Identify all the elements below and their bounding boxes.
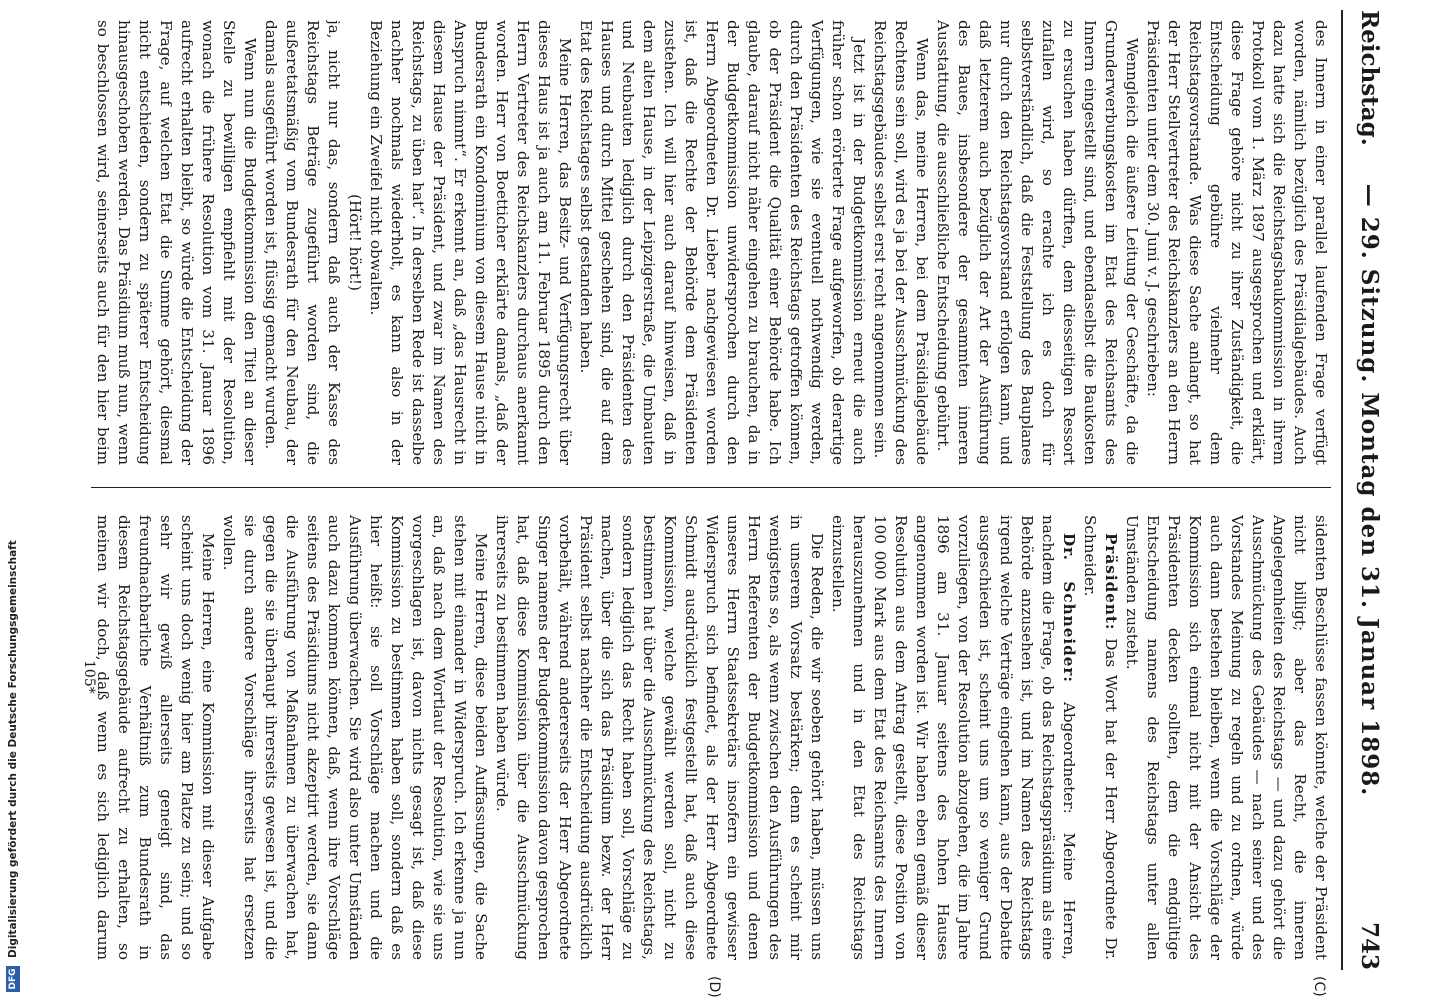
digitization-credit — [4, 0, 22, 992]
speaker-paragraph — [1079, 515, 1121, 960]
right-column — [91, 515, 1331, 960]
header-title: Reichstag. — [1356, 10, 1383, 146]
paragraph: sidenten Beschlüsse fassen könnte, welche der Präsident nicht billigt; aber das Recht, die inneren Angelegenheiten des Reichstags — und dazu gehört die Ausschmückung des Gebäudes — nach seiner und des Vorstandes Meinung zu regeln und zu ordnen, würde auch dann bestehen bleiben, wenn die Vorschläge der Kommission sich einmal nicht mit der Ansicht des Präsidenten decken sollten, dem die endgültige Entscheidung namens des Reichstags unter allen Umständen zusteht. — [1123, 515, 1330, 960]
speaker-text: Das Wort hat der Herr Abgeordnete Dr. Schneider. — [1081, 515, 1120, 960]
margin-mark-a — [1311, 0, 1327, 1]
scanned-page — [57, 10, 1387, 998]
paragraph: Meine Herren, eine Kommission mit dieser Aufgabe scheint uns doch wenig hier am Platze zu sein; und so sehr wir gewiß allerseits geneigt sind, das freundnachbarliche Verhältniß zum Bundesrath in diesem Reichstagsgebäude aufrecht zu erhalten, so meinen wir doch, daß wenn es sich lediglich darum — [94, 515, 217, 960]
margin-mark-b — [706, 0, 722, 1]
paragraph: Wenn das, meine Herren, bei dem Präsidialgebäude Rechtens sein soll, wird es ja bei der Ausschmückung des Reichstagsgebäudes selbst erst recht angenommen sein. — [871, 20, 931, 465]
paragraph: Meine Herren, diese beiden Auffassungen, die Sache stehen mit einander in Widerspruch. Ich erkenne ja nun an, daß nach dem Wortlaut der Resolution, wie sie uns vorgeschlagen ist, davon nichts gesagt ist, daß diese Kommission zu bestimmen haben soll, sondern daß es hier heißt: sie soll Vorschläge machen und die Ausführung überwachen. Sie wird also unter Umständen auch dazu kommen können, daß, wenn ihre Vorschläge seitens des Präsidiums nicht akzeptirt werden, sie dann die Ausführung von Maßnahmen zu überwachen hat, gegen die sie überhaupt ihrerseits gewesen ist, und die sie durch andere Vorschläge ihrerseits hat ersetzen wollen. — [220, 515, 490, 960]
page-number: 743 — [1356, 921, 1383, 970]
margin-mark-d: (D) — [706, 976, 722, 998]
speaker-label: Präsident: — [1102, 533, 1120, 631]
speaker-text: Abgeordneter: Meine Herren, nachdem die Frage, ob das Reichstagspräsidium als eine Behörde anzusehen ist, und im Namen des Reichstags irgend welche Verträge eingehen kann, aus der Debatte ausgeschieden ist, scheint uns um so weniger Grund vorzuliegen, von der Resolution abzugehen, die im Jahre 1896 am 31. Januar seitens des hohen Hauses angenommen worden ist. Wir haben eben gemäß dieser Resolution aus dem Antrag gestellt, diese Position von 100 000 Mark aus dem Etat des Reichsamts des Innern herauszunehmen und in den Etat des Reichstags einzustellen. — [829, 515, 1078, 960]
paragraph: Meine Herren, das Besitz- und Verfügungsrecht über dieses Haus ist ja auch am 11. Februar 1895 durch den Herrn Vertreter des Reichskanzlers durchaus anerkannt worden. Herr von Boetticher erklärte damals, „daß der Bundesrath ein Kondominium von diesem Hause nicht in Anspruch nimmt“. Er erkennt an, daß „das Hausrecht in diesem Hause der Präsident, und zwar im Namen des Reichstags, zu üben hat“. In derselben Rede ist dasselbe nachher nochmals wiederholt, es kann also in der Beziehung ein Zweifel nicht obwalten. — [367, 20, 574, 465]
credit-text: Digitalisierung gefördert durch die Deutsche Forschungsgemeinschaft — [7, 540, 19, 958]
paragraph: Die Reden, die wir soeben gehört haben, müssen uns in unserem Vorsatz bestärken; denn es scheint mir wenigstens so, als wenn zwischen den Ausführungen des Herrn Referenten der Budgetkommission und denen unseres Herrn Staatssekretärs insofern ein gewisser Widerspruch sich befindet, als der Herr Abgeordnete Schmidt ausdrücklich festgestellt hat, daß auch diese Kommission, welche gewählt werden soll, nicht zu bestimmen hat über die Ausschmückung des Reichstags, sondern lediglich das Recht haben soll, Vorschläge zu machen, über die sich das Präsidium bezw. der Herr Präsident selbst nachher die Entscheidung ausdrücklich vorbehält, während andererseits der Herr Abgeordnete Singer namens der Budgetkommission davon gesprochen hat, daß diese Kommission über die Ausschmückung ihrerseits zu bestimmen haben würde. — [493, 515, 826, 960]
header-session: — 29. Sitzung. Montag den 31. Januar 1898. — [1356, 183, 1383, 797]
margin-mark-c: (C) — [1311, 976, 1327, 997]
speaker-label: Dr. Schneider: — [1060, 533, 1078, 684]
left-column — [91, 20, 1331, 465]
speaker-paragraph — [827, 515, 1079, 960]
interjection: (Hört! hört!) — [346, 194, 364, 291]
signature-mark: 105* — [81, 660, 97, 694]
quoted-paragraph: Wenngleich die äußere Leitung der Geschäfte, da die Grunderwerbungskosten im Etat des Reichsamts des Innern eingestellt sind, und ebendaselbst die Baukosten zu ersuchen haben dürften, dem diesseitigen Ressort zufallen wird, so erachte ich es doch für selbstverständlich, daß die Feststellung des Bauplanes nur durch den Reichstagsvorstand erfolgen kann, und daß letzterem auch bezüglich der Art der Ausführung des Baues, insbesondere der gesammten inneren Ausstattung, die ausschließliche Entscheidung gebührt. — [934, 20, 1141, 465]
column-divider — [91, 487, 1331, 488]
running-header — [1351, 10, 1387, 970]
paragraph: Jetzt ist in der Budgetkommission erneut die auch früher schon erörterte Frage aufgeworfen, ob derartige Verfügungen, wie sie eventuell nothwendig werden, durch den Präsidenten des Reichstags getroffen können, ob der Präsident die Qualität einer Behörde habe. Ich glaube, darauf nicht näher eingehen zu brauchen, da in der Budgetkommission unwidersprochen durch den Herrn Abgeordneten Dr. Lieber nachgewiesen worden ist, daß die Rechte der Behörde dem Präsidenten zustehen. Ich will hier auch darauf hinweisen, daß in dem alten Hause, in der Leipzigerstraße, die Umbauten und Neubauten lediglich durch den Präsidenten des Hauses und durch Mittel geschehen sind, die auf dem Etat des Reichstages selbst gestanden haben. — [577, 20, 868, 465]
paragraph: ja, nicht nur das, sondern daß auch der Kasse des Reichstags Beträge zugeführt worden sind, die außeretatsmäßig vom Bundesrath für den Neubau, der damals ausgeführt worden ist, flüssig gemacht wurden. — [262, 20, 343, 465]
header-rule — [1341, 10, 1343, 970]
paragraph: des Innern in einer parallel laufenden Frage verfügt worden, nämlich bezüglich des Präsidialgebäudes. Auch dazu hatte sich die Reichstagsbaukommission in ihrem Protokoll vom 1. März 1897 ausgesprochen und erklärt, diese Frage gehöre nicht zu ihrer Zuständigkeit, die Entscheidung gebühre vielmehr dem Reichstagsvorstande. Was diese Sache anlangt, so hat der Herr Stellvertreter des Reichskanzlers an den Herrn Präsidenten unter dem 30. Juni v. J. geschrieben: — [1144, 20, 1330, 465]
paragraph: Wenn nun die Budgetkommission den Titel an dieser Stelle zu bewilligen empfiehlt mit der Resolution, wonach die frühere Resolution vom 31. Januar 1896 aufrecht erhalten bleibt, so würde die Entscheidung der Frage, auf welchen Etat die Summe gehört, diesmal nicht entschieden, sondern zu späterer Entscheidung hinausgeschoben werden. Das Präsidium muß nun, wenn so beschlossen wird, seinerseits auch für den hier beim — [94, 20, 259, 465]
dfg-logo: DFG — [6, 966, 20, 992]
